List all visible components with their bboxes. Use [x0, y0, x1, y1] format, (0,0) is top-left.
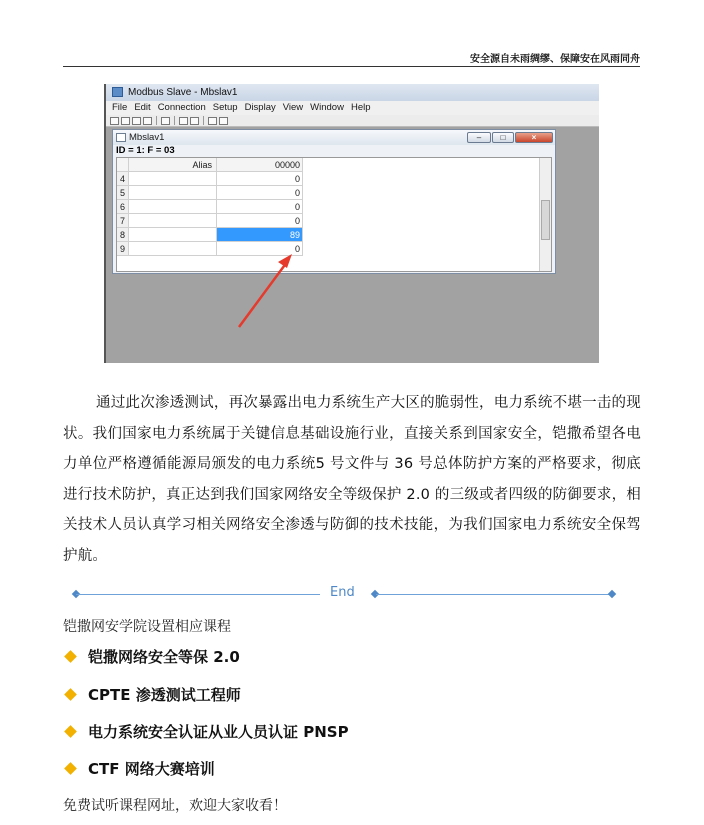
arrow-head — [278, 254, 292, 268]
menu-file[interactable]: File — [112, 102, 128, 113]
courses-intro: 铠撒网安学院设置相应课程 — [63, 619, 231, 635]
course-label: CTF 网络大赛培训 — [88, 760, 215, 778]
alias-header: Alias — [129, 158, 217, 172]
end-divider — [76, 584, 616, 604]
close-button[interactable]: × — [515, 132, 553, 143]
diamond-bullet-icon — [64, 762, 77, 775]
arrow-shaft — [239, 262, 287, 327]
menu-help[interactable]: Help — [350, 102, 371, 113]
divider-dot — [608, 590, 616, 598]
value-cell[interactable]: 0 — [217, 186, 303, 200]
window-title: Modbus Slave - Mbslav1 — [128, 87, 238, 98]
menu-window[interactable]: Window — [310, 102, 344, 113]
end-label: End — [330, 585, 355, 600]
divider-line-left — [76, 594, 320, 595]
minimize-button[interactable]: – — [467, 132, 491, 143]
red-arrow-icon — [106, 84, 599, 363]
row-index: 5 — [117, 186, 129, 200]
diamond-bullet-icon — [64, 688, 77, 701]
course-label: 电力系统安全认证从业人员认证 PNSP — [88, 723, 349, 741]
menu-setup[interactable]: Setup — [212, 102, 238, 113]
value-cell[interactable]: 0 — [217, 200, 303, 214]
divider-line-right — [376, 594, 612, 595]
menu-view[interactable]: View — [282, 102, 304, 113]
header-slogan: 安全源自未雨绸缪、保障安在风雨同舟 — [470, 54, 640, 65]
row-index: 9 — [117, 242, 129, 256]
child-title: Mbslav1 — [129, 132, 165, 143]
row-index: 6 — [117, 200, 129, 214]
menu-edit[interactable]: Edit — [134, 102, 151, 113]
header-rule — [63, 66, 640, 67]
slave-id-line: ID = 1: F = 03 — [116, 145, 175, 156]
maximize-button[interactable]: □ — [492, 132, 514, 143]
course-item — [66, 684, 241, 705]
course-label: CPTE 渗透测试工程师 — [88, 686, 241, 704]
value-cell[interactable]: 0 — [217, 242, 303, 256]
diamond-bullet-icon — [64, 650, 77, 663]
value-cell[interactable]: 0 — [217, 214, 303, 228]
value-cell[interactable]: 0 — [217, 172, 303, 186]
modbus-screenshot — [104, 84, 599, 363]
diamond-bullet-icon — [64, 725, 77, 738]
value-header: 00000 — [217, 158, 303, 172]
footer-note: 免费试听课程网址，欢迎大家收看！ — [63, 798, 287, 814]
menu-display[interactable]: Display — [244, 102, 276, 113]
course-label: 铠撒网络安全等保 2.0 — [88, 648, 240, 666]
course-item — [66, 758, 215, 779]
row-index: 7 — [117, 214, 129, 228]
course-item — [66, 721, 349, 742]
value-cell-selected[interactable]: 89 — [217, 228, 303, 242]
body-paragraph: 通过此次渗透测试，再次暴露出电力系统生产大区的脆弱性，电力系统不堪一击的现状。我们国家电力系统属于关键信息基础设施行业，直接关系到国家安全，铠撒希望各电力单位严格遵循能源局颁发的电力系统5 号文件与 36 号总体防护方案的严格要求，彻底进行技术防护，真正达到我们国家网络安全等级保护 2.0 的三级或者四级的防御要求，相关技术人员认真学习相关网络安全渗透与防御的技术技能，为我们国家电力系统安全保驾护航。 — [63, 395, 641, 564]
course-item — [66, 646, 240, 667]
row-index: 4 — [117, 172, 129, 186]
row-index: 8 — [117, 228, 129, 242]
menu-connection[interactable]: Connection — [157, 102, 206, 113]
